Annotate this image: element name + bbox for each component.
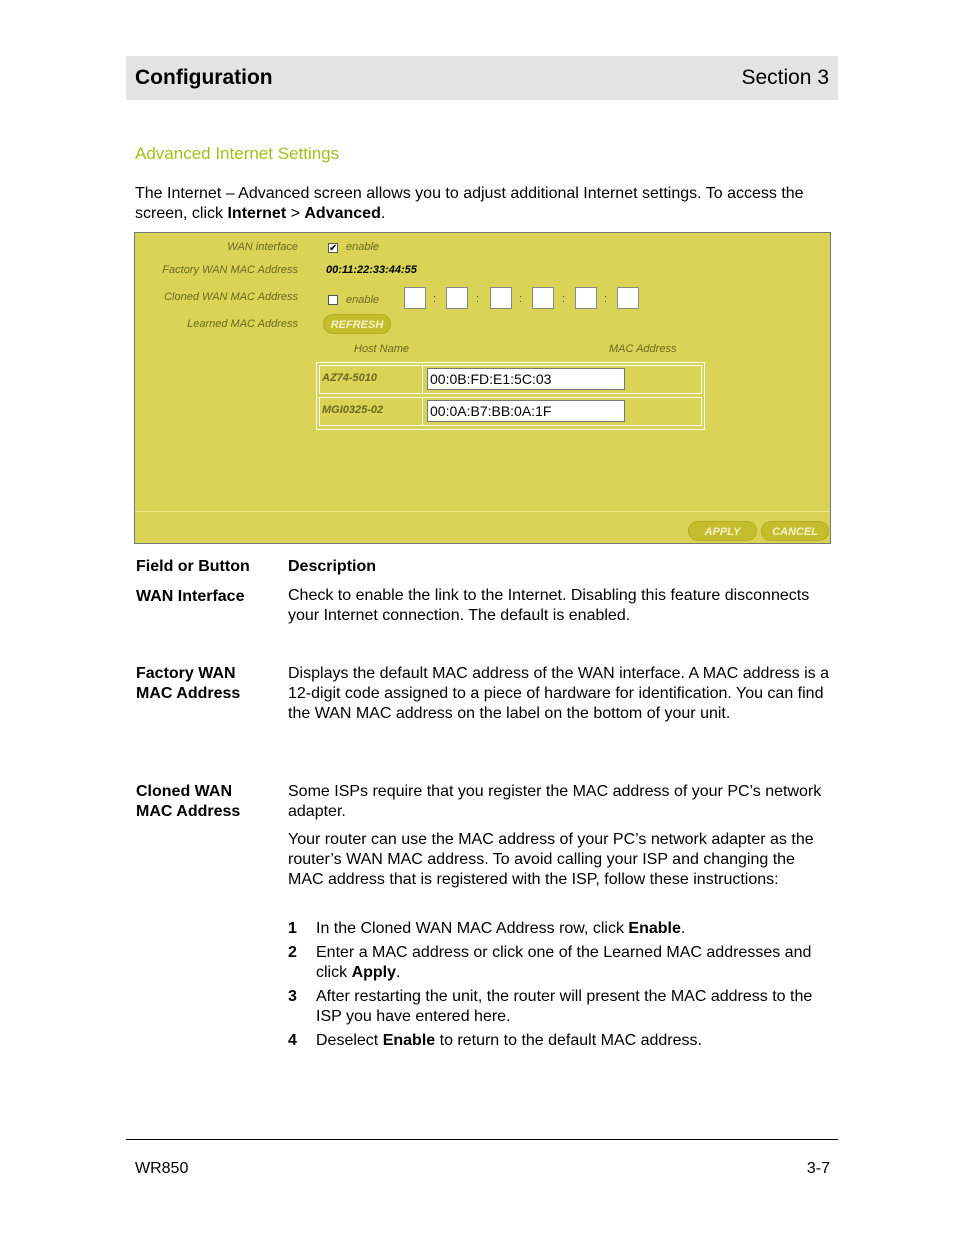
step-post: to return to the default MAC address. bbox=[435, 1032, 702, 1049]
field-factory-mac: Factory WAN MAC Address bbox=[136, 665, 241, 702]
step-number: 2 bbox=[288, 944, 297, 961]
mac-colon: : bbox=[433, 293, 437, 305]
step-post: . bbox=[680, 920, 686, 937]
step-pre: Deselect bbox=[316, 1032, 383, 1049]
section-number: Section 3 bbox=[741, 66, 829, 89]
wan-interface-label: WAN interface bbox=[227, 241, 298, 253]
cloned-mac-octet-3[interactable] bbox=[490, 287, 512, 309]
router-footer-divider bbox=[135, 511, 830, 512]
step-bold: Enable bbox=[382, 1032, 436, 1049]
cloned-mac-octet-6[interactable] bbox=[617, 287, 639, 309]
intro-text: The Internet – Advanced screen allows you to adjust additional Internet settings. To access the screen, click bbox=[135, 185, 804, 222]
cloned-enable-checkbox[interactable] bbox=[328, 295, 338, 305]
page-header bbox=[126, 56, 838, 100]
step-number: 1 bbox=[288, 920, 297, 937]
desc-cloned-mac-2: Your router can use the MAC address of your PC’s network adapter as the router’s WAN MAC address. To avoid calling your ISP and changing the MAC address that is registered with the ISP, follow these instructions: bbox=[288, 831, 814, 888]
step-text bbox=[316, 987, 831, 1027]
page-number: 3-7 bbox=[806, 1160, 830, 1177]
cloned-mac-octet-4[interactable] bbox=[532, 287, 554, 309]
section-title: Advanced Internet Settings bbox=[135, 144, 340, 163]
host-name-column-header: Host Name bbox=[354, 343, 410, 355]
step-post: . bbox=[396, 964, 401, 981]
step-number: 3 bbox=[288, 988, 297, 1005]
intro-sep: > bbox=[286, 205, 305, 222]
desc-factory-mac: Displays the default MAC address of the WAN interface. A MAC address is a 12-digit code assigned to a piece of hardware for identification. You can find the WAN MAC address on the label on the bottom of your unit. bbox=[288, 665, 829, 722]
host-name: AZ74-5010 bbox=[320, 366, 423, 393]
learned-mac-label: Learned MAC Address bbox=[187, 318, 298, 330]
footer-divider bbox=[126, 1139, 838, 1140]
host-name: MGI0325-02 bbox=[320, 398, 423, 425]
factory-mac-value: 00:11:22:33:44:55 bbox=[326, 264, 417, 276]
field-wan-interface: WAN Interface bbox=[136, 588, 245, 605]
step-text bbox=[316, 943, 831, 983]
intro-end: . bbox=[380, 205, 386, 222]
host-mac-field[interactable]: 00:0B:FD:E1:5C:03 bbox=[427, 368, 625, 390]
cloned-mac-label: Cloned WAN MAC Address bbox=[164, 291, 298, 303]
step-pre: After restarting the unit, the router will present the MAC address to the ISP you have entered here. bbox=[316, 988, 813, 1025]
wan-enable-label: enable bbox=[346, 241, 380, 253]
mac-colon: : bbox=[476, 293, 480, 305]
cancel-button[interactable]: CANCEL bbox=[761, 521, 829, 541]
cloned-mac-octet-1[interactable] bbox=[404, 287, 426, 309]
refresh-button[interactable]: REFRESH bbox=[323, 314, 391, 334]
cloned-mac-octet-5[interactable] bbox=[575, 287, 597, 309]
step-bold: Enable bbox=[628, 920, 681, 937]
product-name: WR850 bbox=[135, 1160, 189, 1177]
mac-colon: : bbox=[562, 293, 566, 305]
step-number: 4 bbox=[288, 1032, 297, 1049]
desc-wan-interface: Check to enable the link to the Internet. Disabling this feature disconnects your Internet connection. The default is enabled. bbox=[288, 587, 810, 624]
intro-internet: Internet bbox=[227, 205, 287, 222]
cloned-enable-label: enable bbox=[346, 294, 380, 306]
apply-button[interactable]: APPLY bbox=[688, 521, 757, 541]
host-row[interactable] bbox=[319, 397, 702, 426]
table-head-description: Description bbox=[288, 558, 377, 575]
router-advanced-screenshot bbox=[134, 232, 831, 544]
desc-cloned-mac-1: Some ISPs require that you register the MAC address of your PC’s network adapter. bbox=[288, 783, 822, 820]
learned-hosts-table bbox=[316, 362, 705, 430]
mac-colon: : bbox=[519, 293, 523, 305]
step-bold: Apply bbox=[351, 964, 397, 981]
step-text bbox=[316, 919, 831, 939]
factory-mac-label: Factory WAN MAC Address bbox=[162, 264, 298, 276]
mac-address-column-header: MAC Address bbox=[609, 343, 677, 355]
host-mac-field[interactable]: 00:0A:B7:BB:0A:1F bbox=[427, 400, 625, 422]
table-head-field: Field or Button bbox=[136, 558, 250, 575]
step-pre: Enter a MAC address or click one of the Learned MAC addresses and click bbox=[316, 944, 812, 981]
intro-advanced: Advanced bbox=[304, 205, 381, 222]
cloned-mac-octet-2[interactable] bbox=[446, 287, 468, 309]
field-cloned-mac: Cloned WAN MAC Address bbox=[136, 783, 241, 820]
step-text bbox=[316, 1031, 831, 1051]
host-row[interactable] bbox=[319, 365, 702, 394]
step-pre: In the Cloned WAN MAC Address row, click bbox=[316, 920, 629, 937]
intro-paragraph bbox=[135, 184, 835, 224]
wan-enable-checkbox[interactable]: ✔ bbox=[329, 243, 338, 254]
chapter-title: Configuration bbox=[135, 66, 273, 89]
mac-colon: : bbox=[604, 293, 608, 305]
